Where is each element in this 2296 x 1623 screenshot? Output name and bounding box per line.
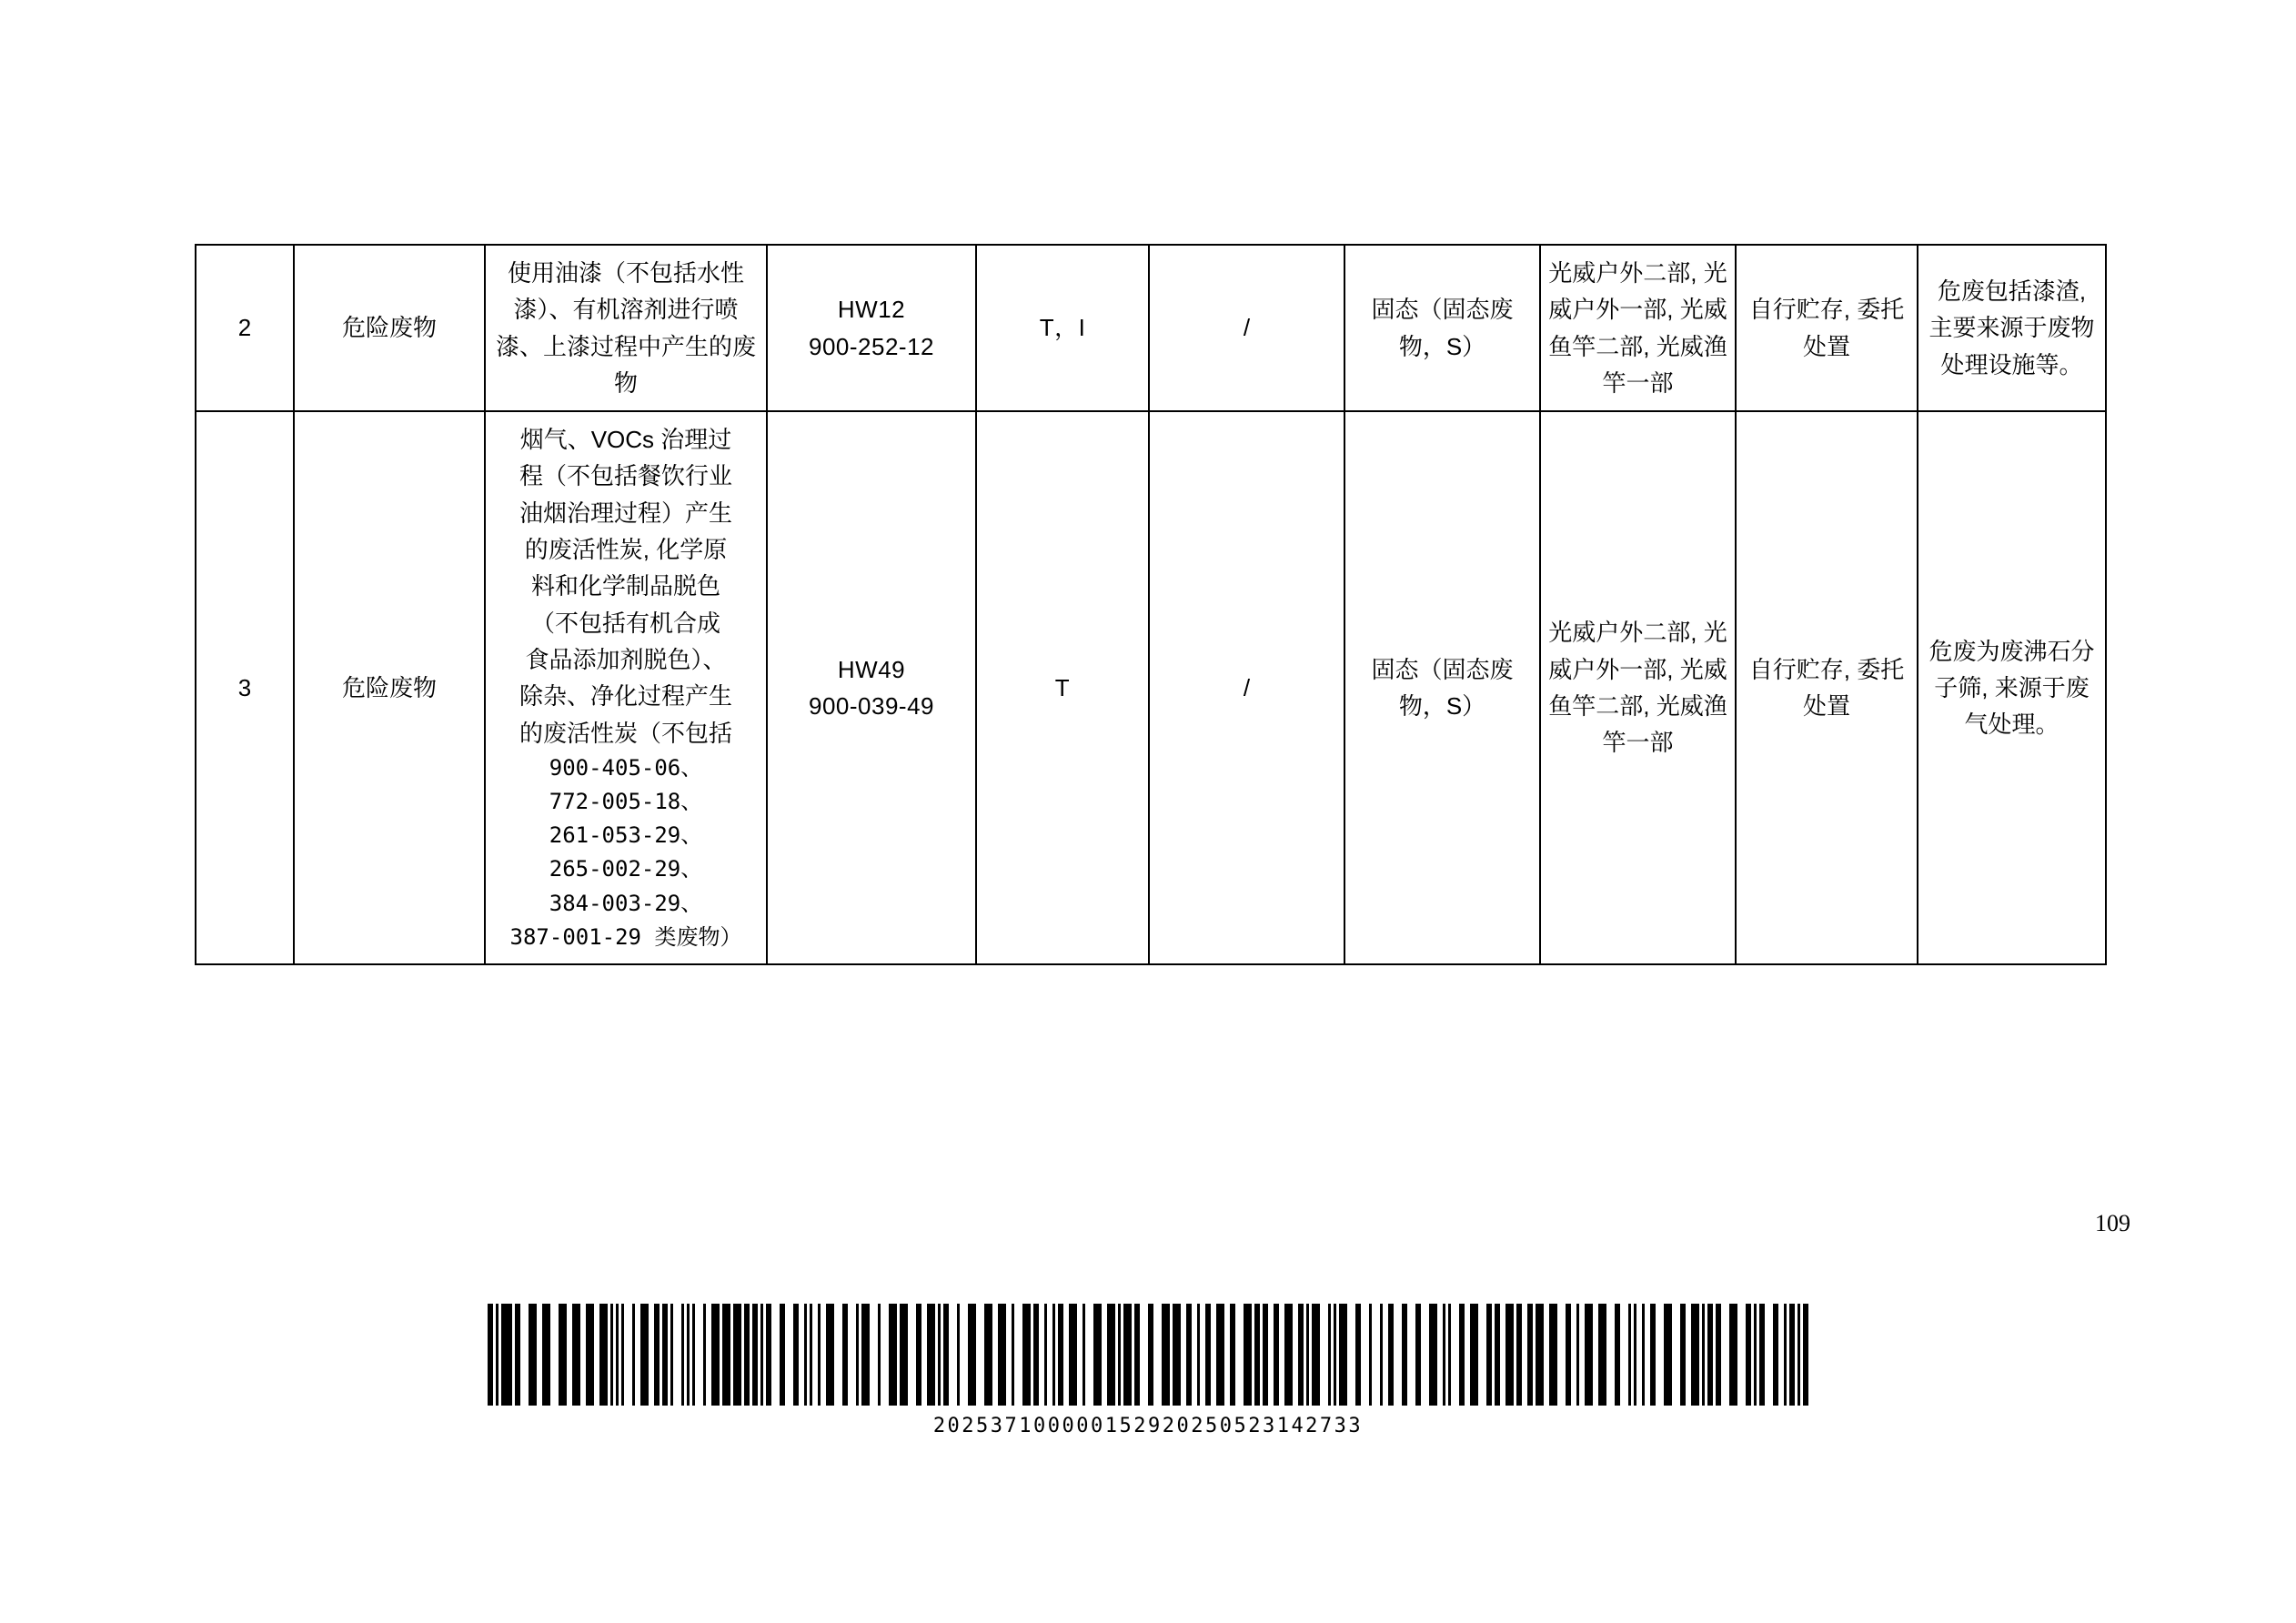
row-hazard-property-cell: T，I — [976, 245, 1149, 411]
description-line: 的废活性炭, 化学原 — [524, 536, 728, 564]
row-description-cell: 使用油漆（不包括水性漆）、有机溶剂进行喷漆、上漆过程中产生的废物 — [485, 245, 767, 411]
barcode-image — [488, 1304, 1808, 1406]
description-line: 程（不包括餐饮行业 — [519, 462, 732, 490]
row-form-cell: 固态（固态废物，S） — [1344, 245, 1540, 411]
description-line: 烟气、VOCs 治理过 — [519, 426, 732, 454]
page-number: 109 — [2095, 1210, 2130, 1236]
barcode-value: 202537100000152920250523142733 — [932, 1415, 1364, 1437]
description-line: 384-003-29、 — [549, 890, 703, 916]
description-line: 油烟治理过程）产生 — [519, 499, 732, 527]
description-line: 387-001-29 类废物） — [509, 923, 742, 950]
table-row — [196, 411, 2106, 964]
row-remark-cell: 危废包括漆渣, 主要来源于废物处理设施等。 — [1918, 245, 2106, 411]
description-line: 261-053-29、 — [549, 822, 703, 849]
description-line: 除杂、净化过程产生 — [519, 682, 732, 711]
description-line: 料和化学制品脱色 — [530, 572, 720, 600]
row-location-cell: 光威户外二部, 光威户外一部, 光威鱼竿二部, 光威渔竿一部 — [1540, 411, 1736, 964]
description-line: （不包括有机合成 — [530, 609, 720, 637]
description-line: 900-405-06、 — [549, 754, 703, 781]
row-disposal-cell: 自行贮存, 委托处置 — [1736, 411, 1918, 964]
row-slash-cell: / — [1149, 245, 1344, 411]
description-line: 265-002-29、 — [549, 856, 703, 882]
description-line: 772-005-18、 — [549, 789, 703, 815]
waste-code-category: HW12 — [837, 296, 906, 324]
row-index-cell: 2 — [196, 245, 294, 411]
row-form-cell: 固态（固态废物，S） — [1344, 411, 1540, 964]
description-line: 食品添加剂脱色）、 — [525, 645, 727, 673]
row-slash-cell: / — [1149, 411, 1344, 964]
row-waste-code-cell — [767, 411, 976, 964]
row-category-cell: 危险废物 — [294, 411, 485, 964]
hazardous-waste-table-wrapper — [195, 244, 2105, 965]
waste-code-number: 900-039-49 — [809, 692, 934, 721]
hazardous-waste-table — [195, 244, 2107, 965]
row-remark-cell: 危废为废沸石分子筛, 来源于废气处理。 — [1918, 411, 2106, 964]
waste-code-category: HW49 — [837, 655, 906, 683]
row-waste-code-cell — [767, 245, 976, 411]
row-index-cell: 3 — [196, 411, 294, 964]
row-location-cell: 光威户外二部, 光威户外一部, 光威鱼竿二部, 光威渔竿一部 — [1540, 245, 1736, 411]
row-disposal-cell: 自行贮存, 委托处置 — [1736, 245, 1918, 411]
row-hazard-property-cell: T — [976, 411, 1149, 964]
barcode-block — [0, 1292, 2296, 1437]
row-description-cell — [485, 411, 767, 964]
description-line: 的废活性炭（不包括 — [519, 719, 732, 747]
table-row — [196, 245, 2106, 411]
waste-code-number: 900-252-12 — [809, 332, 934, 360]
row-category-cell: 危险废物 — [294, 245, 485, 411]
